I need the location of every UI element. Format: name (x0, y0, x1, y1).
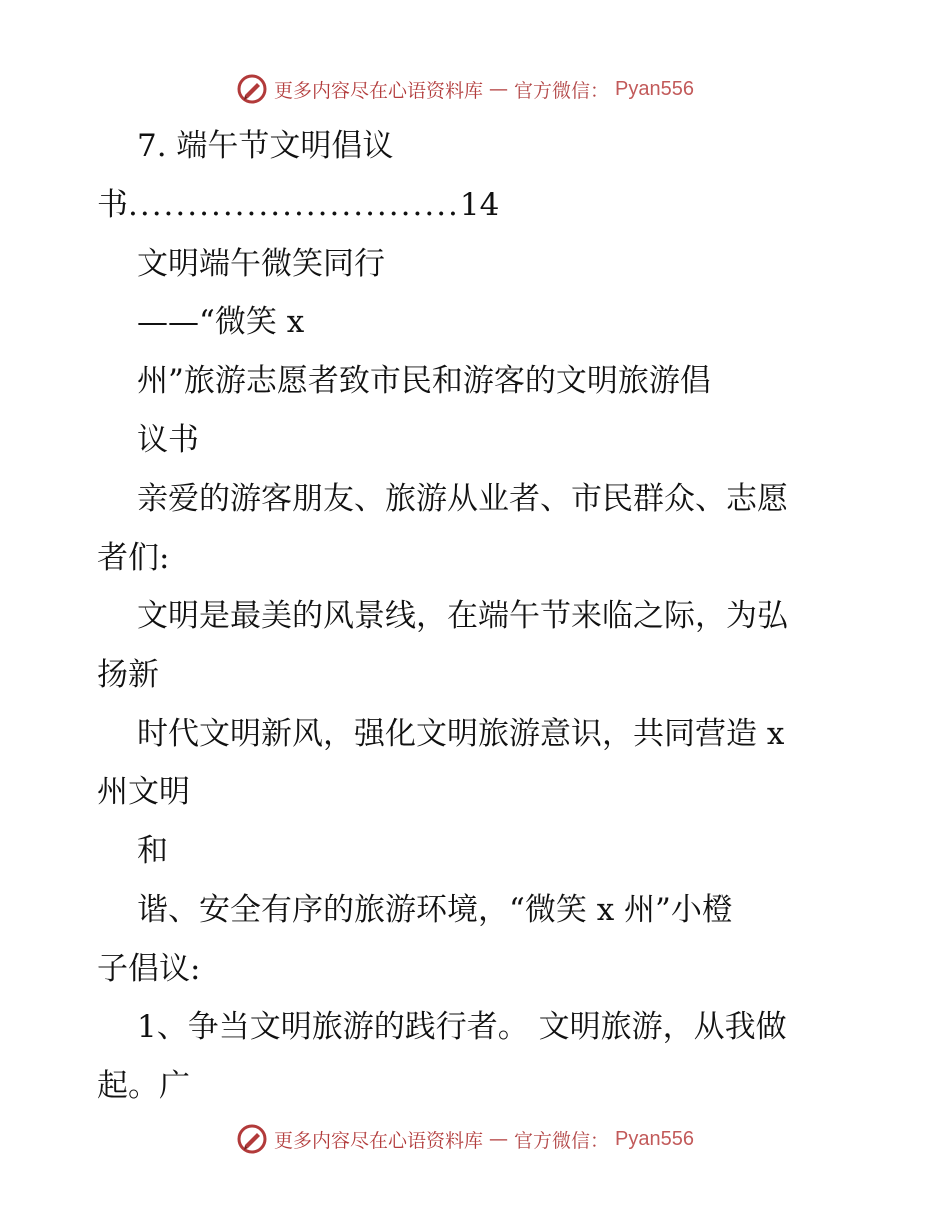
footer-banner (236, 1121, 694, 1157)
document-title: 文明端午微笑同行 (137, 246, 385, 282)
subtitle-line-2: 州”旅游志愿者致市民和游客的文明旅游倡 (137, 363, 711, 399)
subtitle-line-1: ——“微笑 x (137, 304, 305, 340)
banner-wechat-label: 官方微信： (514, 1129, 610, 1152)
pen-logo-icon (236, 1123, 268, 1155)
paragraph-1-line-7: 子倡议: (97, 951, 201, 987)
greeting-line-2: 者们: (97, 540, 170, 576)
banner-dash: — (489, 78, 509, 100)
banner-wechat-label: 官方微信： (514, 79, 610, 102)
toc-item: 7. 端午节文明倡议 (137, 128, 394, 164)
paragraph-1-line-5: 和 (137, 833, 168, 869)
header-banner (236, 71, 694, 107)
banner-wechat-handle: Pyan556 (615, 1127, 694, 1150)
pen-logo-icon (236, 73, 268, 105)
banner-text: 更多内容尽在心语资料库 (274, 79, 484, 102)
paragraph-1-line-1: 文明是最美的风景线，在端午节来临之际，为弘 (137, 598, 788, 634)
toc-continuation (97, 185, 499, 225)
toc-dots: ............................ (128, 187, 460, 223)
paragraph-1-line-6: 谐、安全有序的旅游环境，“微笑 x 州”小橙 (137, 892, 733, 928)
toc-word: 书 (97, 187, 128, 223)
paragraph-1-line-4: 州文明 (97, 774, 190, 810)
subtitle-line-3: 议书 (137, 422, 199, 458)
banner-dash: — (489, 1128, 509, 1150)
paragraph-2-line-2: 起。广 (97, 1068, 190, 1104)
banner-wechat-handle: Pyan556 (615, 77, 694, 100)
paragraph-1-line-3: 时代文明新风，强化文明旅游意识，共同营造 x (137, 716, 785, 752)
banner-text: 更多内容尽在心语资料库 (274, 1129, 484, 1152)
paragraph-2-line-1: 1、争当文明旅游的践行者。 文明旅游，从我做 (137, 1009, 787, 1045)
paragraph-1-line-2: 扬新 (97, 657, 159, 693)
greeting-line-1: 亲爱的游客朋友、旅游从业者、市民群众、志愿 (137, 481, 788, 517)
toc-page-number: 14 (459, 187, 500, 223)
